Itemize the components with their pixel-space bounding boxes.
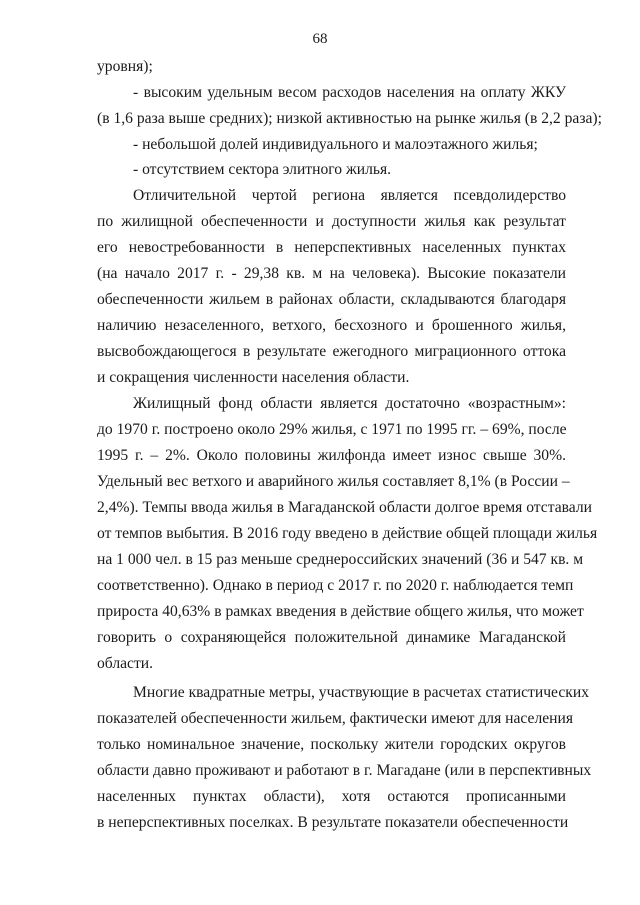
paragraph-line: на 1 000 чел. в 15 раз меньше среднероссийских значений (36 и 547 кв. м [97, 551, 584, 568]
paragraph-line: соответственно). Однако в период с 2017 г. по 2020 г. наблюдается темп [97, 577, 574, 594]
paragraph-line: говорить о сохраняющейся положительной динамике Магаданской [97, 629, 566, 646]
paragraph-line: высвобождающегося в результате ежегодного миграционного оттока [97, 343, 566, 360]
list-item-line: (в 1,6 раза выше средних); низкой активностью на рынке жилья (в 2,2 раза); [97, 110, 602, 127]
paragraph-line: Многие квадратные метры, участвующие в расчетах статистических [133, 684, 589, 701]
paragraph-line: и сокращения численности населения области. [97, 369, 410, 386]
page-number: 68 [312, 31, 328, 47]
paragraph-line: в неперспективных поселках. В результате показатели обеспеченности [97, 814, 569, 831]
paragraph-line: 1995 г. – 2%. Около половины жилфонда имеет износ свыше 30%. [97, 447, 566, 464]
paragraph-line: области. [97, 655, 154, 672]
paragraph-line: до 1970 г. построено около 29% жилья, с 1971 по 1995 гг. – 69%, после [97, 421, 567, 438]
paragraph-line: Отличительной чертой региона является псевдолидерство [133, 187, 566, 204]
list-item-line: - небольшой долей индивидуального и малоэтажного жилья; [133, 136, 538, 153]
text-line: уровня); [97, 58, 153, 75]
paragraph-line: (на начало 2017 г. - 29,38 кв. м на человека). Высокие показатели [97, 265, 566, 282]
paragraph-line: населенных пунктах области), хотя остаются прописанными [97, 788, 566, 805]
paragraph-line: его невостребованности в неперспективных населенных пунктах [97, 239, 566, 256]
paragraph-line: области давно проживают и работают в г. Магадане (или в перспективных [97, 762, 592, 779]
paragraph-line: Жилищный фонд области является достаточно «возрастным»: [133, 395, 566, 412]
paragraph-line: только номинальное значение, поскольку жители городских округов [97, 736, 566, 753]
paragraph-line: по жилищной обеспеченности и доступности жилья как результат [97, 213, 566, 230]
paragraph-line: 2,4%). Темпы ввода жилья в Магаданской области долгое время отставали [97, 499, 592, 516]
paragraph-line: Удельный вес ветхого и аварийного жилья составляет 8,1% (в России – [97, 473, 570, 490]
list-item-line: - высоким удельным весом расходов населения на оплату ЖКУ [133, 84, 566, 101]
list-item-line: - отсутствием сектора элитного жилья. [133, 161, 392, 178]
paragraph-line: от темпов выбытия. В 2016 году введено в действие общей площади жилья [97, 525, 598, 542]
paragraph-line: прироста 40,63% в рамках введения в действие общего жилья, что может [97, 603, 584, 620]
paragraph-line: наличию незаселенного, ветхого, бесхозного и брошенного жилья, [97, 317, 566, 334]
paragraph-line: обеспеченности жильем в районах области, складываются благодаря [97, 291, 566, 308]
paragraph-line: показателей обеспеченности жильем, фактически имеют для населения [97, 710, 574, 727]
